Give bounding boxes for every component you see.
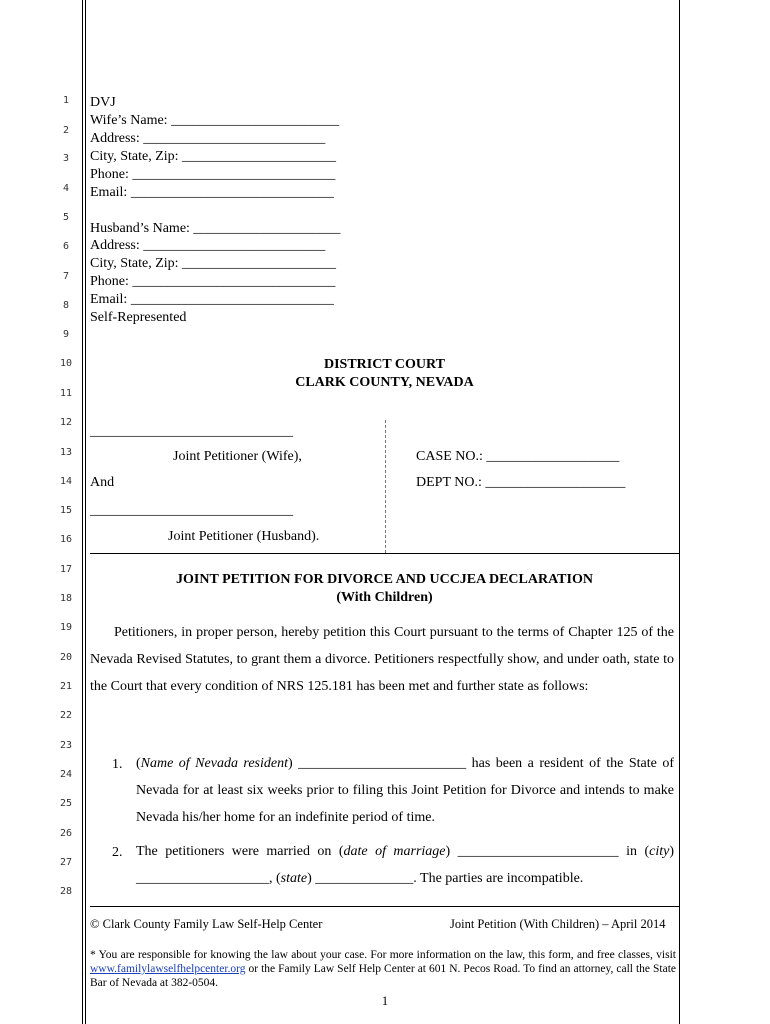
line-number: 17 [59, 564, 73, 575]
intro-paragraph: Petitioners, in proper person, hereby petition this Court pursuant to the terms of Chapter 125 of the Nevada Revised Statutes, to grant them a divorce. Petitioners respectfully show, and under oath, state to the Court that every condition of NRS 125.181 has been met and further state as follows: [90, 625, 674, 694]
wife-petitioner-blank[interactable]: _____________________________ [90, 424, 293, 439]
wife-email-field[interactable]: Email: _____________________________ [90, 185, 334, 200]
husband-city-field[interactable]: City, State, Zip: ______________________ [90, 256, 337, 271]
item-2-date-label: date of marriage [343, 844, 446, 859]
footer-copyright: © Clark County Family Law Self-Help Center [90, 917, 323, 931]
case-type: DVJ [90, 95, 116, 110]
item-2-prefix: The petitioners were married on ( [136, 844, 344, 859]
item-1-number: 1. [112, 757, 123, 772]
husband-email-field[interactable]: Email: _____________________________ [90, 292, 334, 307]
footer-note-text: * You are responsible for knowing the law about your case. For more information on the law, this form, and free classes, visit [90, 949, 676, 961]
husband-address-field[interactable]: Address: __________________________ [90, 238, 326, 253]
wife-city-field[interactable]: City, State, Zip: ______________________ [90, 149, 337, 164]
item-2-number: 2. [112, 845, 123, 860]
line-number: 28 [59, 886, 73, 897]
item-2-paragraph [136, 838, 674, 892]
item-1-text[interactable]: ________________________ has been a resident of the State of Nevada for at least six weeks prior to filing this Joint Petition for Divorce and intends to make Nevada his/her home for an indefinite period of time. [136, 756, 674, 825]
line-number: 22 [59, 710, 73, 721]
item-1-label: Name of Nevada resident [140, 756, 288, 771]
footer-note-text-end: or the Family Law Self Help Center at 601 N. Pecos Road. To find an attorney, call the State Bar of Nevada at 382-0504. [90, 963, 676, 989]
line-number: 18 [59, 593, 73, 604]
left-margin-line-outer [82, 0, 83, 1024]
page-number: 1 [381, 994, 389, 1008]
footer-form-info: Joint Petition (With Children) – April 2014 [450, 917, 666, 931]
wife-address-field[interactable]: Address: __________________________ [90, 131, 326, 146]
case-number-field[interactable]: CASE NO.: ___________________ [416, 449, 620, 464]
line-number: 21 [59, 681, 73, 692]
self-represented-label: Self-Represented [90, 310, 187, 325]
line-number: 27 [59, 857, 73, 868]
wife-phone-field[interactable]: Phone: _____________________________ [90, 167, 336, 182]
line-number: 14 [59, 476, 73, 487]
item-1-paragraph: (Name of Nevada resident) ________________________ has been a resident of the State of Nevada for at least six weeks prior to filing this Joint Petition for Divorce and intends to make Nevada his/her home for an indefinite period of time. [136, 756, 674, 825]
caption-divider [385, 420, 386, 553]
line-number: 23 [59, 740, 73, 751]
line-number: 4 [62, 183, 70, 194]
document-subtitle: (With Children) [336, 590, 433, 605]
line-number: 25 [59, 798, 73, 809]
court-county: CLARK COUNTY, NEVADA [295, 375, 474, 390]
item-2-date-blank[interactable]: ) _______________________ in ( [445, 844, 650, 859]
and-label: And [90, 475, 115, 490]
line-number: 6 [62, 241, 70, 252]
footer-rule [90, 906, 679, 907]
line-number: 2 [62, 125, 70, 136]
husband-petitioner-blank[interactable]: _____________________________ [90, 503, 293, 518]
left-margin-line-inner [85, 0, 86, 1024]
item-2-city-label: city [649, 844, 670, 859]
wife-name-field[interactable]: Wife’s Name: ________________________ [90, 113, 340, 128]
item-2-city-blank[interactable]: ) ___________________, ( [136, 844, 674, 886]
line-number: 13 [59, 447, 73, 458]
line-number: 7 [62, 271, 70, 282]
line-number: 10 [59, 358, 73, 369]
footer-note [90, 948, 676, 990]
line-number: 19 [59, 622, 73, 633]
line-number: 12 [59, 417, 73, 428]
husband-phone-field[interactable]: Phone: _____________________________ [90, 274, 336, 289]
line-number: 1 [62, 95, 70, 106]
court-name: DISTRICT COURT [323, 357, 445, 372]
joint-petitioner-husband-label: Joint Petitioner (Husband). [168, 529, 320, 544]
dept-number-field[interactable]: DEPT NO.: ____________________ [416, 475, 626, 490]
line-number: 15 [59, 505, 73, 516]
caption-bottom-rule [90, 553, 679, 554]
joint-petitioner-wife-label: Joint Petitioner (Wife), [173, 449, 302, 464]
line-number: 5 [62, 212, 70, 223]
line-number: 26 [59, 828, 73, 839]
line-number: 20 [59, 652, 73, 663]
line-number: 3 [62, 153, 70, 164]
item-2-state-blank[interactable]: ) ______________. The parties are incompatible. [307, 871, 584, 886]
document-title: JOINT PETITION FOR DIVORCE AND UCCJEA DECLARATION [176, 572, 593, 587]
item-2-state-label: state [280, 871, 308, 886]
self-help-center-link[interactable]: www.familylawselfhelpcenter.org [90, 963, 246, 975]
line-number: 11 [59, 388, 73, 399]
line-number: 24 [59, 769, 73, 780]
husband-name-field[interactable]: Husband’s Name: _____________________ [90, 221, 341, 236]
right-margin-line [679, 0, 680, 1024]
line-number: 8 [62, 300, 70, 311]
line-number: 16 [59, 534, 73, 545]
line-number: 9 [62, 329, 70, 340]
